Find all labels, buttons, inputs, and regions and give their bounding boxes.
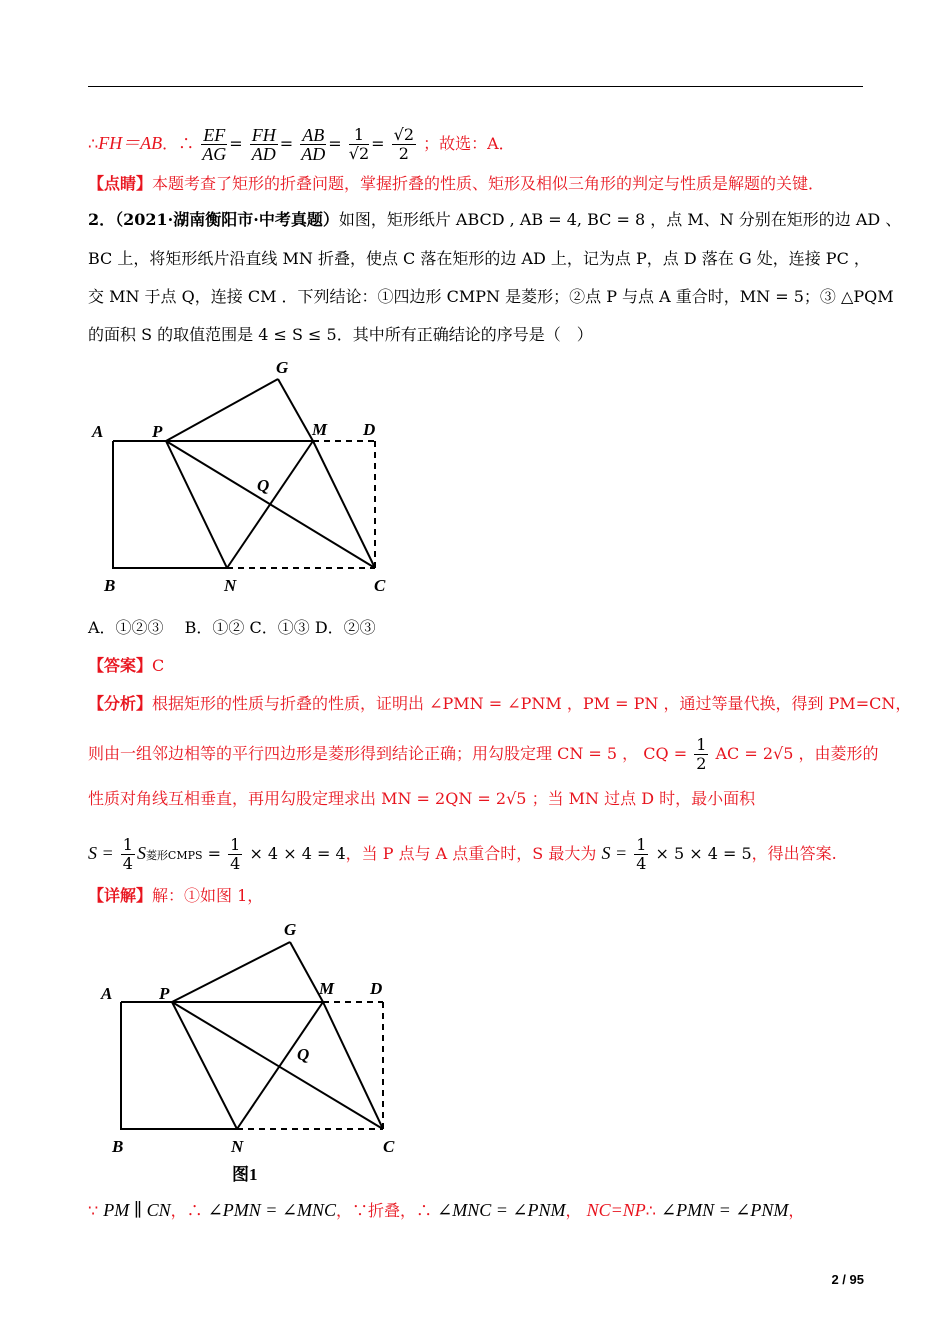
label-b: B xyxy=(104,576,116,595)
comment-line: 【点睛】本题考查了矩形的折叠问题，掌握折叠的性质、矩形及相似三角形的判定与性质是解题的关键． xyxy=(88,174,825,193)
label-q: Q xyxy=(257,476,270,495)
label-m: M xyxy=(319,979,335,998)
analysis-line-2: 则由一组邻边相等的平行四边形是菱形得到结论正确；用勾股定理 CN = 5 ， CQ = $\frac{1}{2}$ AC = 2√5 ，由菱形的 xyxy=(88,735,879,773)
label-p: P xyxy=(159,984,170,1003)
label-c: C xyxy=(383,1137,395,1156)
figure-caption: 图1 xyxy=(232,1165,258,1184)
analysis-line-4: S = $\frac{1}{4}$ S菱形CMPS = $\frac{1}{4}$ × 4 × 4 = 4，当 P 点与 A 点重合时，S 最大为 S = $\frac{1}{4}$ × 5 × 4 = 5，得出答案. xyxy=(88,835,837,873)
label-n: N xyxy=(224,576,237,595)
proof-line: ∵ PM ∥ CN，∴ ∠PMN = ∠MNC，∵折叠，∴ ∠MNC = ∠PNM， NC=NP∴ ∠PMN = ∠PNM， xyxy=(88,1200,805,1220)
geometry-figure-2 xyxy=(90,915,430,1190)
geometry-figure-1 xyxy=(80,355,420,600)
label-m: M xyxy=(312,420,328,439)
analysis-line-1: 【分析】根据矩形的性质与折叠的性质，证明出 ∠PMN = ∠PNM ，PM = PN ，通过等量代换，得到 PM=CN， xyxy=(88,694,912,713)
prev-solution-line: ∴FH＝AB．∴ $\frac{EF}{AG}$ = $\frac{FH}{AD}$ = $\frac{AB}{AD}$ = $\frac{1}{√2}$ = $\frac{√2}{2}$ ；故选：A． xyxy=(88,125,515,164)
label-q: Q xyxy=(297,1045,310,1064)
label-d: D xyxy=(363,420,376,439)
label-b: B xyxy=(112,1137,124,1156)
label-n: N xyxy=(231,1137,244,1156)
comment-tag: 【点睛】 xyxy=(88,174,153,193)
header-rule xyxy=(88,86,863,87)
label-a: A xyxy=(101,984,113,1003)
problem-line-2: BC 上，将矩形纸片沿直线 MN 折叠，使点 C 落在矩形的边 AD 上，记为点 P，点 D 落在 G 处，连接 PC ， xyxy=(88,249,870,268)
answer-options: A．①②③ B．①② C．①③ D．②③ xyxy=(88,618,376,637)
problem-line-4: 的面积 S 的取值范围是 4 ≤ S ≤ 5．其中所有正确结论的序号是（ ） xyxy=(88,325,593,344)
analysis-line-3: 性质对角线互相垂直，再用勾股定理求出 MN = 2QN = 2√5 ；当 MN 过点 D 时，最小面积 xyxy=(88,789,756,808)
detail-line: 【详解】解：①如图 1， xyxy=(88,886,264,905)
label-a: A xyxy=(92,422,104,441)
page-number: 2 / 95 xyxy=(831,1272,864,1287)
problem-line-1: 2．（2021·湖南衡阳市·中考真题）如图，矩形纸片 ABCD , AB = 4, BC = 8 ，点 M、N 分别在矩形的边 AD 、 xyxy=(88,210,902,229)
label-c: C xyxy=(374,576,386,595)
label-d: D xyxy=(370,979,383,998)
answer-line: 【答案】C xyxy=(88,656,165,675)
label-p: P xyxy=(152,422,163,441)
label-g: G xyxy=(284,920,297,939)
problem-line-3: 交 MN 于点 Q，连接 CM ．下列结论：①四边形 CMPN 是菱形；②点 P 与点 A 重合时，MN = 5；③ △PQM xyxy=(88,287,894,306)
label-g: G xyxy=(276,358,289,377)
